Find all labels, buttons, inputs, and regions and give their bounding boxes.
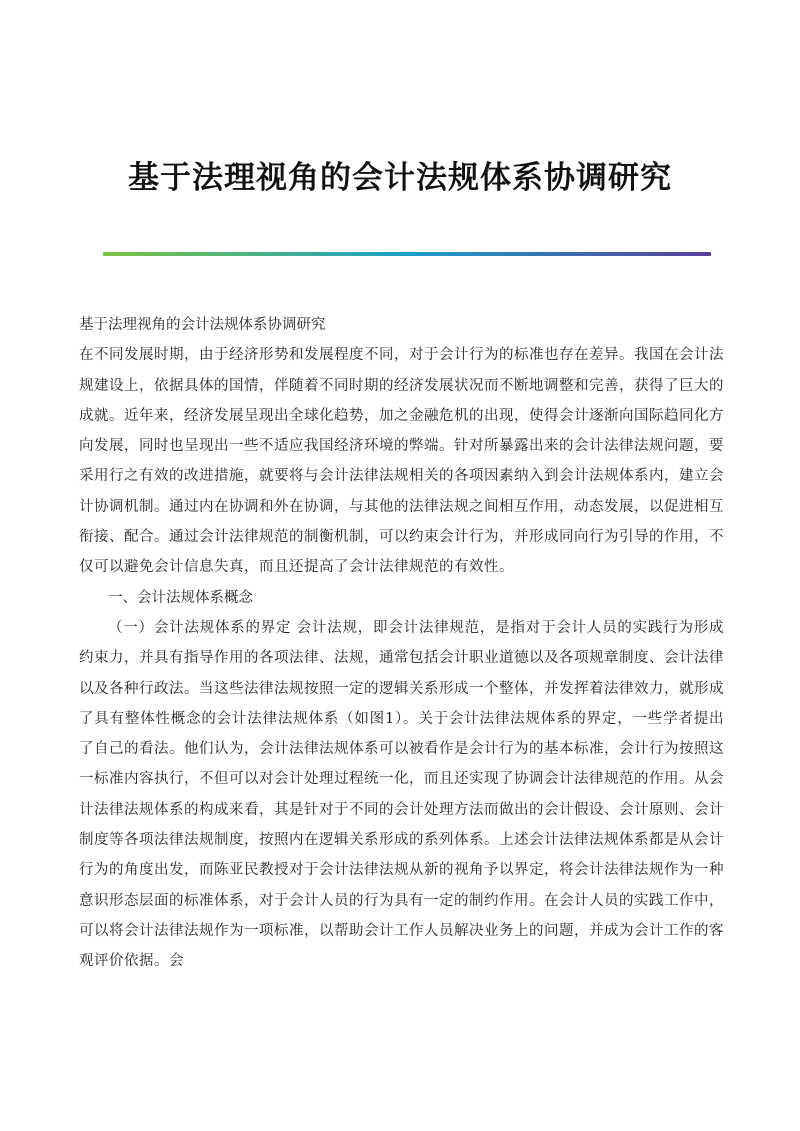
section-heading: 一、会计法规体系概念	[108, 589, 253, 606]
intro-paragraph: 在不同发展时期，由于经济形势和发展程度不同，对于会计行为的标准也存在差异。我国在会计法规建设上，依据具体的国情，伴随着不同时期的经济发展状况而不断地调整和完善，获得了巨大的成就。近年来，经济发展呈现出全球化趋势，加之金融危机的出现，使得会计逐渐向国际趋同化方向发展，同时也呈现出一些不适应我国经济环境的弊端。针对所暴露出来的会计法律法规问题，要采用行之有效的改进措施，就要将与会计法律法规相关的各项因素纳入到会计法规体系内，建立会计协调机制。通过内在协调和外在协调，与其他的法律法规之间相互作用，动态发展，以促进相互衔接、配合。通过会计法律规范的制衡机制，可以约束会计行为，并形成同向行为引导的作用，不仅可以避免会计信息失真，而且还提高了会计法律规范的有效性。	[79, 347, 724, 576]
section-paragraph: （一）会计法规体系的界定 会计法规，即会计法律规范，是指对于会计人员的实践行为形成约束力，并具有指导作用的各项法律、法规，通常包括会计职业道德以及各项规章制度、会计法律以及各种行政法。当这些法律法规按照一定的逻辑关系形成一个整体，并发挥着法律效力，就形成了具有整体性概念的会计法律法规体系（如图1）。关于会计法律法规体系的界定，一些学者提出了自己的看法。他们认为，会计法律法规体系可以被看作是会计行为的基本标准，会计行为按照这一标准内容执行，不但可以对会计处理过程统一化，而且还实现了协调会计法律规范的作用。从会计法律法规体系的构成来看，其是针对于不同的会计处理方法而做出的会计假设、会计原则、会计制度等各项法律法规制度，按照内在逻辑关系形成的系列体系。上述会计法律法规体系都是从会计行为的角度出发，而陈亚民教授对于会计法律法规从新的视角予以界定，将会计法律法规作为一种意识形态层面的标准体系，对于会计人员的行为具有一定的制约作用。在会计人员的实践工作中，可以将会计法律法规作为一项标准，以帮助会计工作人员解决业务上的问题，并成为会计工作的客观评价依据。会	[79, 619, 724, 970]
page-title: 基于法理视角的会计法规体系协调研究	[128, 160, 672, 196]
document-body	[79, 310, 724, 977]
title-divider	[103, 252, 711, 256]
document-subtitle: 基于法理视角的会计法规体系协调研究	[79, 317, 326, 333]
